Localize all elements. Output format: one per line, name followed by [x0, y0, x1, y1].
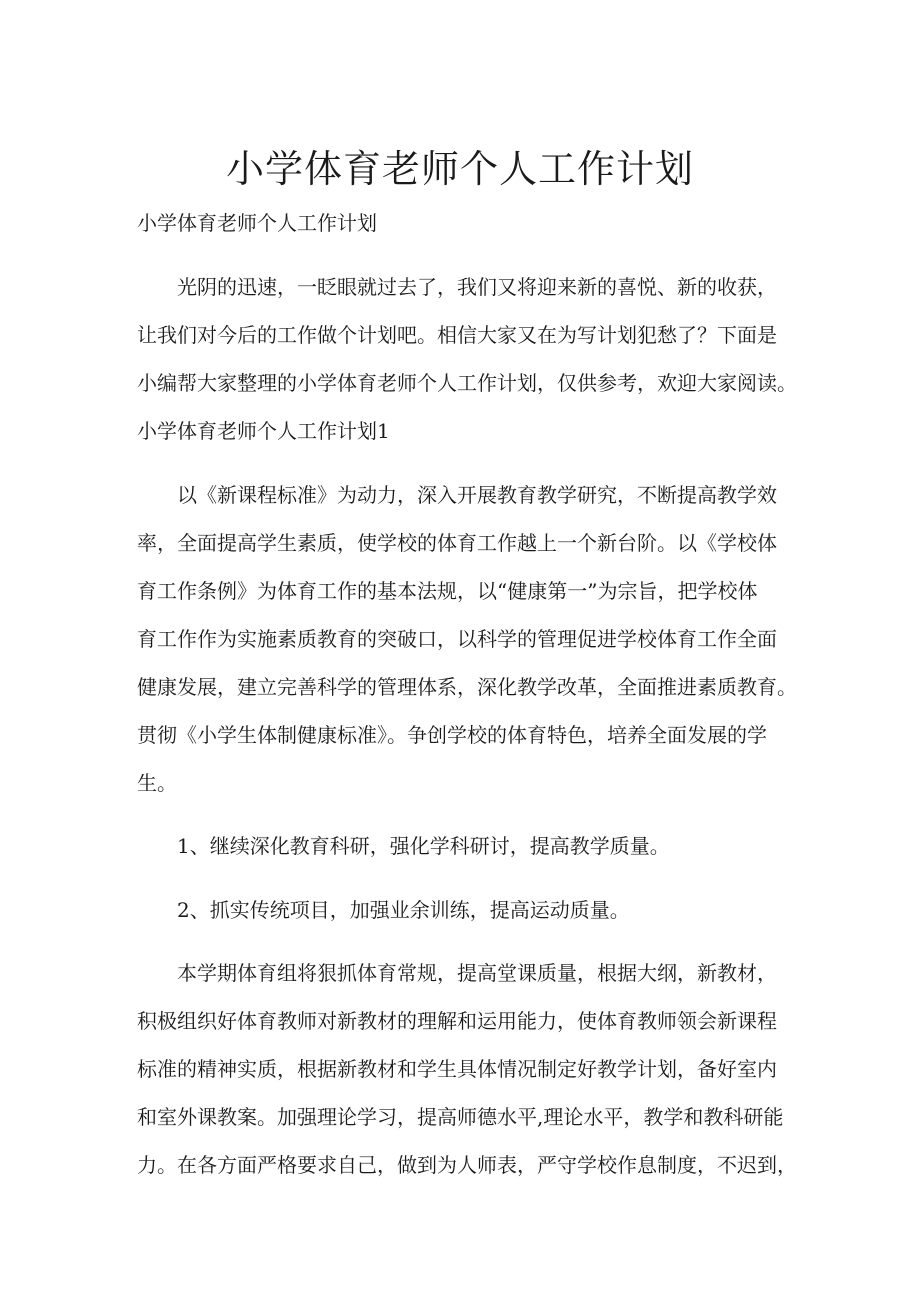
paragraph-line: 育工作条例》为体育工作的基本法规，以“健康第一”为宗旨，把学校体 — [137, 579, 758, 603]
paragraph-line: 和室外课教案。加强理论学习，提高师德水平,理论水平，教学和教科研能 — [137, 1105, 784, 1129]
intro-line: 光阴的迅速，一眨眼就过去了，我们又将迎来新的喜悦、新的收获， — [177, 275, 777, 299]
paragraph-line: 健康发展，建立完善科学的管理体系，深化教学改革，全面推进素质教育。 — [137, 675, 797, 699]
section-heading: 小学体育老师个人工作计划1 — [137, 419, 390, 443]
paragraph-line: 率，全面提高学生素质，使学校的体育工作越上一个新台阶。以《学校体 — [137, 531, 777, 555]
paragraph-line: 以《新课程标准》为动力，深入开展教育教学研究，不断提高教学效 — [177, 483, 777, 507]
document-subtitle: 小学体育老师个人工作计划 — [137, 211, 377, 235]
paragraph-line: 力。在各方面严格要求自己，做到为人师表，严守学校作息制度，不迟到， — [137, 1153, 797, 1177]
paragraph-line: 积极组织好体育教师对新教材的理解和运用能力，使体育教师领会新课程 — [137, 1009, 777, 1033]
paragraph-line: 标准的精神实质，根据新教材和学生具体情况制定好教学计划，备好室内 — [137, 1057, 777, 1081]
intro-line: 让我们对今后的工作做个计划吧。相信大家又在为写计划犯愁了？下面是 — [137, 323, 777, 347]
document-title: 小学体育老师个人工作计划 — [225, 147, 694, 191]
intro-line: 小编帮大家整理的小学体育老师个人工作计划，仅供参考，欢迎大家阅读。 — [137, 371, 797, 395]
paragraph-line: 育工作作为实施素质教育的突破口，以科学的管理促进学校体育工作全面 — [137, 627, 777, 651]
list-item-2: 2、抓实传统项目，加强业余训练，提高运动质量。 — [177, 898, 630, 922]
list-item-1: 1、继续深化教育科研，强化学科研讨，提高教学质量。 — [177, 834, 670, 858]
paragraph-line: 生。 — [137, 771, 177, 795]
paragraph-line: 本学期体育组将狠抓体育常规，提高堂课质量，根据大纲，新教材， — [177, 961, 777, 985]
paragraph-line: 贯彻《小学生体制健康标准》。争创学校的体育特色，培养全面发展的学 — [137, 723, 767, 747]
